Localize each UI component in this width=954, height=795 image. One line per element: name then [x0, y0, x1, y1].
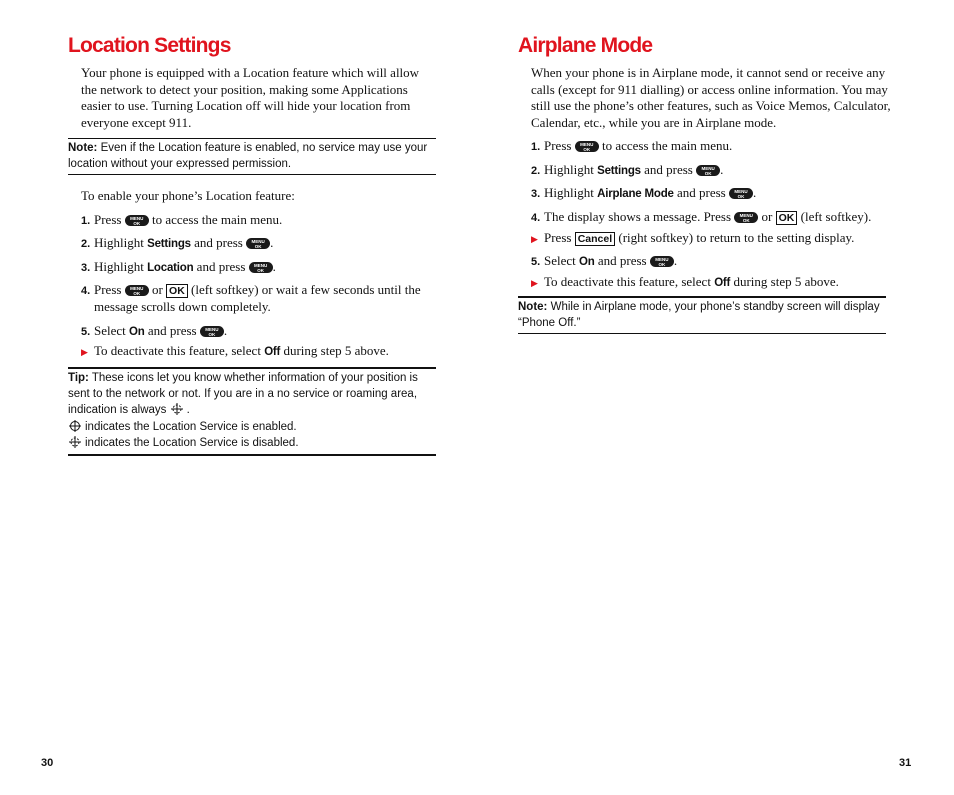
right-step-2: 2. Highlight Settings and press MENU OK .	[531, 162, 724, 177]
note-label: Note:	[68, 142, 98, 154]
right-step-3: 3. Highlight Airplane Mode and press MENU OK .	[531, 185, 757, 200]
menu-ok-key-icon: MENU OK	[125, 285, 149, 296]
tip-enabled-line: indicates the Location Service is enabled.	[68, 419, 430, 435]
menu-ok-key-icon: MENU OK	[246, 238, 270, 249]
menu-ok-key-icon: MENU OK	[729, 188, 753, 199]
location-off-icon	[68, 435, 82, 449]
right-step-5: 5. Select On and press MENU OK .	[531, 253, 678, 268]
airplane-note-top-rule	[518, 296, 886, 298]
location-off-icon	[170, 402, 184, 416]
left-step-5: 5. Select On and press MENU OK .	[81, 323, 228, 338]
menu-ok-key-icon: MENU OK	[734, 212, 758, 223]
tip-disabled-line: indicates the Location Service is disabled.	[68, 435, 430, 451]
left-deactivate-bullet: ▶ To deactivate this feature, select Off during step 5 above.	[81, 343, 436, 361]
left-step-3: 3. Highlight Location and press MENU OK .	[81, 259, 276, 274]
ok-softkey-label: OK	[776, 211, 798, 225]
location-tip: Tip: These icons let you know whether information of your position is sent to the network or not. If you are in a no service or roaming area, indication is always .	[68, 372, 418, 416]
enable-lead: To enable your phone’s Location feature:	[81, 188, 295, 203]
tip-label: Tip:	[68, 372, 89, 384]
airplane-note-bottom-rule	[518, 333, 886, 334]
right-deactivate-bullet: ▶ To deactivate this feature, select Off during step 5 above.	[531, 274, 886, 292]
left-step-4: 4. Press MENU OK or OK (left softkey) or wait a few seconds until the	[81, 282, 421, 297]
right-step-1: 1. Press MENU OK to access the main menu.	[531, 138, 733, 153]
note-text: Even if the Location feature is enabled, no service may use your location without your expressed permission.	[68, 142, 428, 170]
airplane-mode-heading: Airplane Mode	[518, 34, 653, 57]
cancel-softkey-label: Cancel	[575, 232, 615, 246]
location-note	[68, 140, 430, 172]
menu-ok-key-icon: MENU OK	[650, 256, 674, 267]
note-text: While in Airplane mode, your phone’s standby screen will display “Phone Off.”	[518, 301, 880, 329]
left-step-2: 2. Highlight Settings and press MENU OK .	[81, 235, 274, 250]
menu-ok-key-icon: MENU OK	[200, 326, 224, 337]
left-step-4-cont: message scrolls down completely.	[94, 299, 271, 314]
page-number-right: 31	[899, 757, 912, 769]
location-settings-heading: Location Settings	[68, 34, 231, 57]
tip-bottom-rule	[68, 454, 436, 456]
menu-ok-key-icon: MENU OK	[575, 141, 599, 152]
location-intro: Your phone is equipped with a Location feature which will allow the network to detect your position, making some Applications easier to use. Turning Location off will hide your location from everyone except 911.	[81, 65, 420, 130]
menu-ok-key-icon: MENU OK	[249, 262, 273, 273]
note-label: Note:	[518, 301, 548, 313]
note-bottom-rule	[68, 174, 436, 175]
airplane-intro: When your phone is in Airplane mode, it cannot send or receive any calls (except for 911 dialling) or access online information. You may still use the phone’s other features, such as Voice Memos, Calculator, Calendar, etc., while you are in Airplane mode.	[531, 65, 891, 130]
note-top-rule	[68, 138, 436, 139]
page-number-left: 30	[41, 757, 54, 769]
location-on-icon	[68, 419, 82, 433]
airplane-note	[518, 299, 880, 331]
tip-top-rule	[68, 367, 436, 369]
ok-softkey-label: OK	[166, 284, 188, 298]
red-triangle-bullet-icon: ▶	[81, 347, 88, 357]
red-triangle-bullet-icon: ▶	[531, 278, 538, 288]
menu-ok-key-icon: MENU OK	[125, 215, 149, 226]
left-step-1: 1. Press MENU OK to access the main menu.	[81, 212, 283, 227]
right-step-4: 4. The display shows a message. Press MENU OK or OK (left softkey).	[531, 209, 872, 224]
red-triangle-bullet-icon: ▶	[531, 234, 538, 244]
menu-ok-key-icon: MENU OK	[696, 165, 720, 176]
right-cancel-bullet: ▶ Press Cancel (right softkey) to return to the setting display.	[531, 230, 886, 248]
